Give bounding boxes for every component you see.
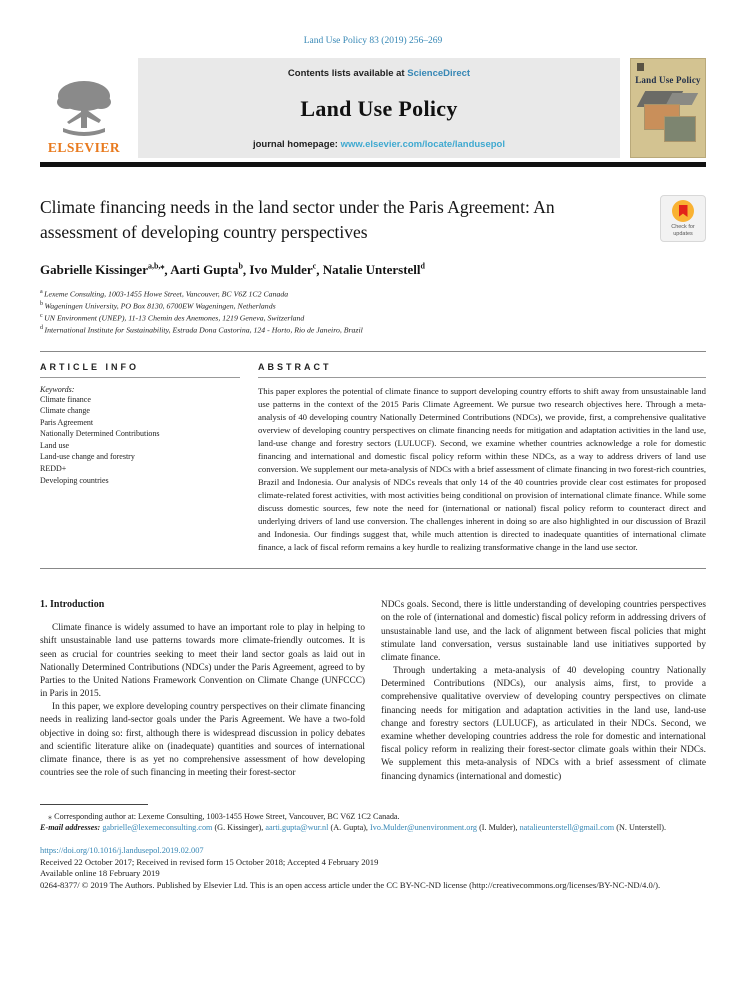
email-link[interactable]: Ivo.Mulder@unenvironment.org bbox=[370, 823, 478, 833]
journal-masthead bbox=[138, 58, 620, 158]
intro-right-paragraphs bbox=[381, 599, 706, 784]
elsevier-wordmark: ELSEVIER bbox=[47, 140, 121, 155]
email-list: gabrielle@lexemeconsulting.com (G. Kissinger), aarti.gupta@wur.nl (A. Gupta), Ivo.Mulder@unenvironment.org (I. Mulder), natalieunterstell@gmail.com (N. Unterstell). bbox=[102, 823, 667, 833]
author-name: Aarti Gupta$^b$ bbox=[170, 261, 243, 278]
keywords-label: Keywords: bbox=[40, 384, 75, 394]
copyright-line: 0264-8377/ © 2019 The Authors. Published by Elsevier Ltd. This is an open access article under the CC BY-NC-ND license (http://creativecommons.org/licenses/BY-NC-ND/4.0/). bbox=[40, 879, 661, 890]
intro-left-column bbox=[40, 599, 365, 784]
article-info-section bbox=[40, 362, 240, 555]
email-label: E-mail addresses: bbox=[40, 823, 101, 833]
keyword: Land-use change and forestry bbox=[40, 452, 135, 462]
header-divider-bar bbox=[40, 162, 706, 167]
doi-link[interactable]: https://doi.org/10.1016/j.landusepol.2019.02.007 bbox=[40, 845, 204, 855]
keyword: Climate change bbox=[40, 406, 90, 416]
author-name: Gabrielle Kissinger$^{a,b,⁎}$ bbox=[40, 261, 165, 278]
elsevier-logo bbox=[40, 58, 128, 158]
author-name: Ivo Mulder$^c$ bbox=[249, 261, 317, 278]
keyword: Developing countries bbox=[40, 475, 109, 485]
journal-cover-thumbnail bbox=[630, 58, 706, 158]
corresponding-author-note: ⁎ Corresponding author at: Lexeme Consulting, 1003-1455 Howe Street, Vancouver, BC V6Z 1C2 Canada. bbox=[48, 811, 400, 821]
homepage-line bbox=[144, 139, 614, 150]
abstract-section bbox=[258, 362, 706, 555]
cover-art-stripe bbox=[666, 93, 698, 105]
cover-art-photo bbox=[665, 117, 695, 141]
keyword: Paris Agreement bbox=[40, 417, 94, 427]
paragraph: Through undertaking a meta-analysis of 40 developing country Nationally Determined Contributions (NDCs), our analysis aims, first, to provide a comprehensive qualitative overview of developing country perspectives on climate financing needs for mitigation and adaptation activities in the land use, land-use change and forestry sectors (LULUCF), as articulated in their NDCs. Second, we examine whether developing countries address the role for domestic and international fiscal policy reform in realizing their forest-sector climate goals within their NDCs. We supplement this meta-analysis of NDCs with a brief assessment of climate financing dynamics (international and domestic) bbox=[381, 666, 706, 782]
introduction-heading: 1. Introduction bbox=[40, 599, 105, 611]
updates-badge-label: Check for updates bbox=[671, 224, 695, 238]
affiliation: $^a$ Lexeme Consulting, 1003-1455 Howe Street, Vancouver, BC V6Z 1C2 Canada bbox=[40, 289, 289, 299]
keyword: Nationally Determined Contributions bbox=[40, 429, 160, 439]
abstract-heading: ABSTRACT bbox=[258, 361, 332, 372]
divider bbox=[40, 377, 240, 378]
cover-logo-mark bbox=[637, 63, 644, 71]
keyword: Climate finance bbox=[40, 394, 91, 404]
check-for-updates-button[interactable] bbox=[660, 195, 706, 242]
email-link[interactable]: gabrielle@lexemeconsulting.com bbox=[102, 823, 213, 833]
intro-left-paragraphs bbox=[40, 622, 365, 780]
contents-prefix: Contents lists available at bbox=[287, 68, 408, 79]
received-dates: Received 22 October 2017; Received in revised form 15 October 2018; Accepted 4 February 2019 bbox=[40, 856, 379, 867]
affiliation: $^d$ International Institute for Sustainability, Estrada Dona Castorina, 124 - Horto, Rio de Janeiro, Brazil bbox=[40, 325, 363, 335]
divider bbox=[40, 351, 706, 352]
journal-reference: Land Use Policy 83 (2019) 256–269 bbox=[303, 36, 443, 46]
introduction-section bbox=[40, 599, 706, 784]
available-online: Available online 18 February 2019 bbox=[40, 868, 160, 879]
abstract-text: This paper explores the potential of climate finance to support developing country efforts to shift away from unsustainable land use patterns in the context of the 2015 Paris Climate Agreement. We pursue two research objectives here. Through a meta-analysis of 40 developing country Nationally Determined Contributions (NDCs), we provide, first, a comprehensive qualitative overview of developing country perspectives on climate financing needs for mitigation and adaptation activities in the land use, land-use change and forestry sectors (LULUCF). Second, we examine whether countries acknowledge a role for domestic financing and international and domestic fiscal policy reform within these NDCs, as a way to address drivers of land use conversion. We supplement our meta-analysis of NDCs with a brief assessment of climate financing in two forest-rich countries, Brazil and Indonesia. Our analysis of NDCs reveals that only 14 of the 40 countries provide clear cost estimates for proposed climate-related forest activities, with most activities being conditional on provision of international climate finance. While some discuss domestic sources, few note the need for (international or national) fiscal policy reform to counteract direct and underlying drivers of land use conversion. The challenges inherent in doing so are also highlighted in our discussion of Brazil and Indonesia. Our findings suggest that, while much attention is directed to inadequate quantities of international climate finance, a lack of fiscal reform remains a key hurdle to realizing transformative change in the land use sector. bbox=[258, 385, 706, 553]
email-link[interactable]: aarti.gupta@wur.nl bbox=[265, 823, 329, 833]
cover-artwork bbox=[635, 91, 701, 143]
contents-line bbox=[144, 68, 614, 79]
cover-title: Land Use Policy bbox=[635, 75, 701, 85]
affiliation-list bbox=[40, 288, 706, 336]
paragraph: NDCs goals. Second, there is little understanding of developing countries perspectives on the role of (international and domestic) fiscal policy reform in addressing drivers of unsustainable land use, and the lack of alignment between fiscal policies that might stimulate land conversation, versus sustainable land use initiatives supported by climate finance. bbox=[381, 600, 706, 663]
affiliation: $^c$ UN Environment (UNEP), 11-13 Chemin des Anemones, 1219 Geneva, Switzerland bbox=[40, 313, 305, 323]
intro-right-column bbox=[381, 599, 706, 784]
email-addresses-line bbox=[40, 822, 706, 833]
journal-header bbox=[40, 58, 706, 158]
keyword: REDD+ bbox=[40, 464, 67, 474]
sciencedirect-link[interactable]: ScienceDirect bbox=[407, 68, 471, 79]
bookmark-icon bbox=[679, 205, 688, 217]
homepage-url-link[interactable]: www.elsevier.com/locate/landusepol bbox=[340, 139, 505, 150]
affiliation: $^b$ Wageningen University, PO Box 8130, 6700EW Wageningen, Netherlands bbox=[40, 301, 276, 311]
updates-circle-icon bbox=[672, 200, 694, 222]
journal-title: Land Use Policy bbox=[300, 96, 458, 121]
email-link[interactable]: natalieunterstell@gmail.com bbox=[519, 823, 615, 833]
elsevier-tree-icon bbox=[53, 78, 115, 142]
author-name: Natalie Unterstell$^d$ bbox=[322, 261, 425, 278]
footnote-block bbox=[40, 811, 706, 834]
article-title: Climate financing needs in the land sector under the Paris Agreement: An assessment of developing country perspectives bbox=[40, 197, 555, 243]
divider bbox=[258, 377, 706, 378]
homepage-label: journal homepage: bbox=[252, 139, 341, 150]
paragraph: In this paper, we explore developing country perspectives on their climate financing needs in realizing land-sector goals under the Paris Agreement. We have a two-fold objective in doing so: first, although there is widespread discussion in policy debates and scientific literature alike on (inadequate) quantities and sources of international climate finance, there is as yet no comprehensive assessment of how developing countries see the role of such financing in meeting their forest-sector bbox=[40, 702, 365, 779]
author-list: Gabrielle Kissinger$^{a,b,⁎}$, Aarti Gupta$^b$, Ivo Mulder$^c$, Natalie Unterstell$^d$ bbox=[40, 261, 425, 278]
divider bbox=[40, 568, 706, 569]
article-info-heading: ARTICLE INFO bbox=[40, 361, 139, 372]
keyword: Land use bbox=[40, 440, 70, 450]
keyword-list bbox=[40, 394, 240, 487]
paragraph: Climate finance is widely assumed to have an important role to play in helping to shift unsustainable land use patterns towards more climate-friendly outcomes. It is seen as crucial for countries seeking to meet their land sector goals as laid out in Nationally Determined Contributions (NDCs) under the Paris Agreement, agreed to by Parties to the United Nations Framework Convention on Climate Change (UNFCCC) in Paris in 2015. bbox=[40, 623, 365, 700]
footnote-divider bbox=[40, 804, 148, 805]
